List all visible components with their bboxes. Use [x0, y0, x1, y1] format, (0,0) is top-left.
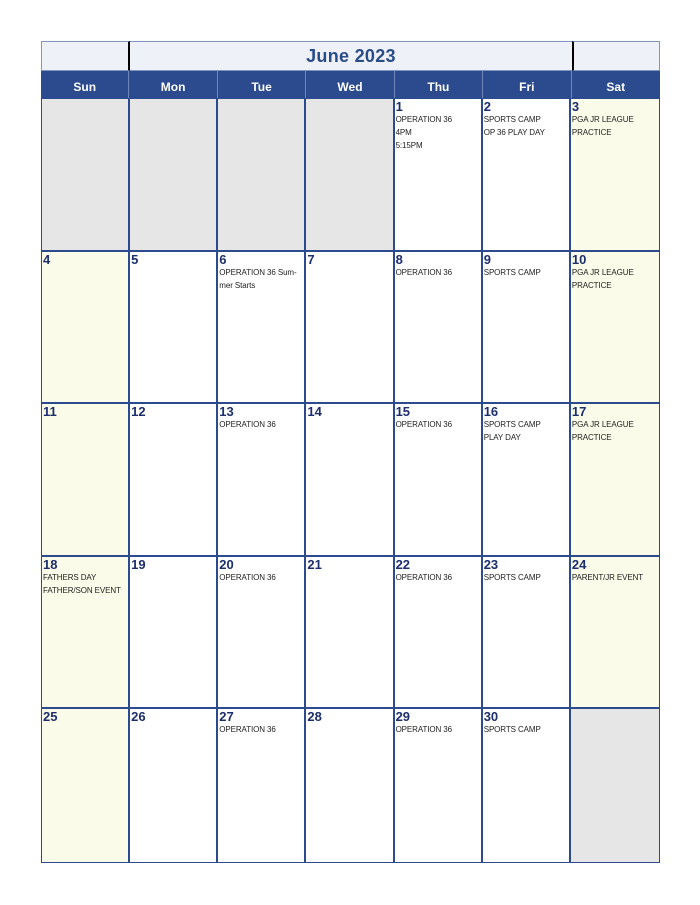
day-number: 26	[131, 709, 146, 725]
event-text: 5:15PM	[395, 141, 423, 150]
empty-day-cell	[218, 99, 306, 252]
event-text: OPERATION 36 Sum-	[219, 267, 297, 277]
day-cell	[395, 99, 483, 252]
day-cell	[42, 404, 130, 557]
day-cell	[130, 404, 218, 557]
day-cell	[218, 709, 306, 862]
title-left-spacer	[41, 41, 130, 71]
day-number: 25	[43, 709, 58, 725]
day-cell	[306, 252, 394, 405]
event-text: OPERATION 36	[219, 725, 276, 735]
day-number: 18	[43, 556, 58, 572]
event-text: SPORTS CAMP	[483, 115, 541, 124]
event-text: OPERATION 36	[395, 420, 453, 430]
day-number: 13	[219, 404, 234, 420]
day-cell	[306, 404, 394, 557]
day-number: 21	[307, 556, 322, 572]
day-number: 22	[395, 556, 411, 572]
day-number: 12	[131, 404, 146, 420]
weekday-mon: Mon	[129, 71, 217, 98]
weekday-sat: Sat	[606, 79, 626, 94]
weekday-wed: Wed	[306, 71, 394, 98]
day-cell	[130, 252, 218, 405]
event-text: mer Starts	[219, 280, 256, 290]
day-cell	[483, 252, 571, 405]
event-text: PGA JR LEAGUE	[571, 420, 634, 430]
day-number: 10	[571, 251, 587, 267]
event-text: PLAY DAY	[483, 433, 521, 443]
event-text: OP 36 PLAY DAY	[483, 128, 545, 137]
month-title: June 2023	[130, 41, 572, 71]
title-row	[41, 41, 660, 71]
weekday-thu: Thu	[395, 71, 483, 98]
event-text: OPERATION 36	[219, 420, 276, 430]
day-number: 14	[307, 404, 322, 420]
empty-day-cell	[42, 99, 130, 252]
day-number: 28	[307, 709, 322, 725]
day-cell	[306, 557, 394, 710]
day-cell	[483, 709, 571, 862]
event-text: OPERATION 36	[395, 267, 453, 277]
day-cell	[130, 709, 218, 862]
weekday-header	[41, 71, 660, 98]
event-text: OPERATION 36	[395, 115, 453, 124]
day-number: 5	[131, 251, 139, 267]
event-text: OPERATION 36	[395, 572, 453, 582]
event-text: FATHER/SON EVENT	[43, 585, 121, 595]
day-cell	[218, 252, 306, 405]
day-cell	[395, 252, 483, 405]
event-text: SPORTS CAMP	[483, 572, 541, 582]
day-number: 8	[395, 251, 403, 267]
event-text: PRACTICE	[571, 128, 612, 137]
empty-day-cell	[130, 99, 218, 252]
event-text: OPERATION 36	[395, 725, 453, 735]
day-number: 9	[483, 251, 491, 267]
day-number: 24	[571, 556, 587, 572]
event-text: PRACTICE	[571, 433, 612, 443]
event-text: PRACTICE	[571, 280, 612, 290]
day-cell	[218, 557, 306, 710]
event-text: FATHERS DAY	[43, 572, 97, 582]
event-text: SPORTS CAMP	[483, 725, 541, 735]
day-number: 2	[483, 99, 491, 114]
day-number: 11	[43, 404, 57, 420]
day-number: 1	[395, 99, 403, 114]
weekday-sun: Sun	[41, 71, 129, 98]
day-cell	[483, 557, 571, 710]
day-cell	[306, 709, 394, 862]
day-cell	[42, 252, 130, 405]
day-number: 4	[43, 251, 51, 267]
event-text: PGA JR LEAGUE	[571, 267, 634, 277]
event-text: PARENT/JR EVENT	[571, 572, 644, 582]
day-cell	[571, 252, 659, 405]
day-number: 7	[307, 251, 315, 267]
weekday-tue: Tue	[218, 71, 306, 98]
day-number: 27	[219, 709, 234, 725]
day-cell	[395, 709, 483, 862]
empty-day-cell	[571, 709, 659, 862]
event-text: SPORTS CAMP	[483, 267, 541, 277]
day-number: 20	[219, 556, 234, 572]
day-number: 6	[219, 251, 227, 267]
title-right-spacer	[572, 41, 660, 71]
event-text: OPERATION 36	[219, 572, 276, 582]
day-cell	[571, 99, 659, 252]
day-number: 30	[483, 709, 499, 725]
day-number: 29	[395, 709, 411, 725]
day-cell	[571, 557, 659, 710]
day-number: 23	[483, 556, 499, 572]
event-text: 4PM	[395, 128, 412, 137]
day-cell	[42, 709, 130, 862]
day-number: 17	[571, 404, 587, 420]
day-cell	[395, 557, 483, 710]
day-number: 15	[395, 404, 411, 420]
empty-day-cell	[306, 99, 394, 252]
day-cell	[483, 99, 571, 252]
weekday-fri: Fri	[483, 71, 571, 98]
event-text: PGA JR LEAGUE	[571, 115, 634, 124]
event-text: SPORTS CAMP	[483, 420, 541, 430]
day-number: 3	[571, 99, 580, 114]
calendar-grid	[41, 98, 660, 863]
day-number: 16	[483, 404, 499, 420]
day-cell	[42, 557, 130, 710]
day-cell	[571, 404, 659, 557]
day-cell	[218, 404, 306, 557]
day-cell	[130, 557, 218, 710]
day-cell	[395, 404, 483, 557]
calendar	[41, 41, 660, 863]
day-number: 19	[131, 556, 146, 572]
day-cell	[483, 404, 571, 557]
